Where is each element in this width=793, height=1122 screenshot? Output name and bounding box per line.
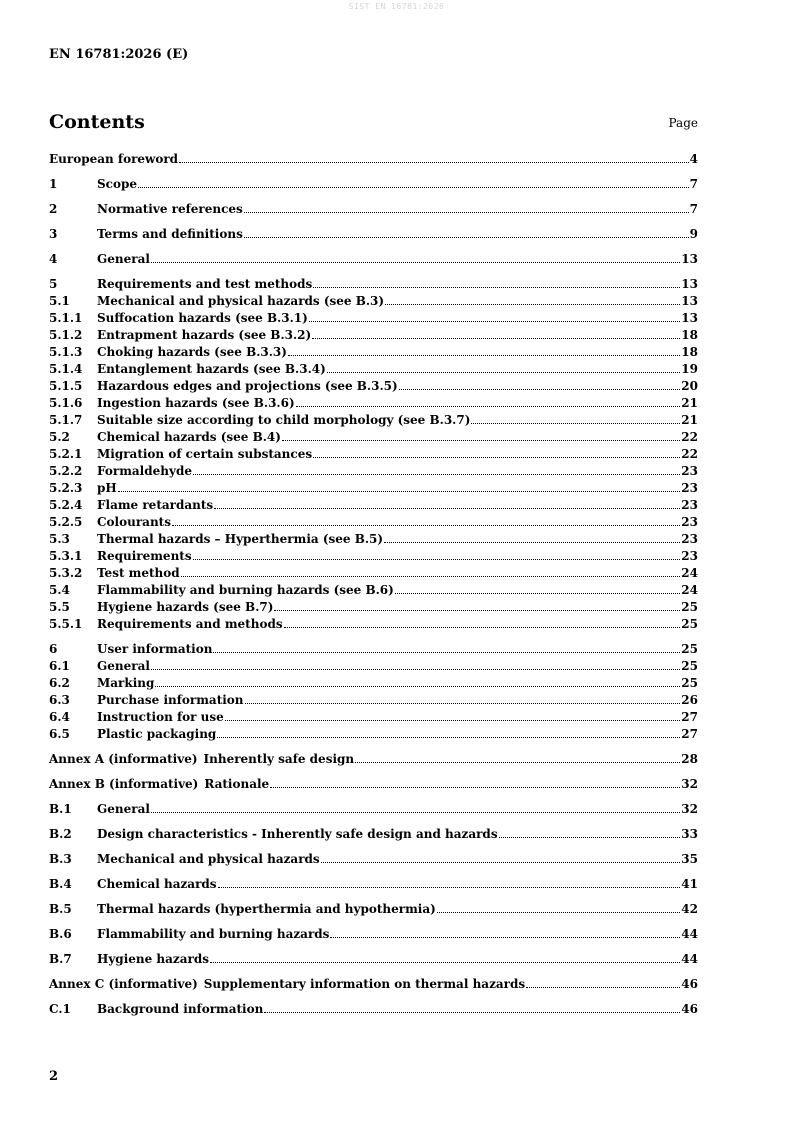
toc-entry-title: Requirements and methods <box>97 617 283 631</box>
toc-entry-number: 3 <box>49 227 58 241</box>
toc-dot-leader <box>244 237 689 238</box>
toc-entry-number: 5.2.1 <box>49 447 83 461</box>
toc-entry-title: Thermal hazards (hyperthermia and hypothermia) <box>97 902 436 916</box>
toc-entry[interactable] <box>49 642 698 659</box>
toc-entry-number: 6.4 <box>49 710 70 724</box>
toc-entry[interactable] <box>49 952 698 969</box>
toc-page-number: 46 <box>681 977 698 991</box>
toc-dot-leader <box>172 525 680 526</box>
toc-page-number: 25 <box>681 600 698 614</box>
toc-page-number: 13 <box>681 252 698 266</box>
watermark: SIST EN 16781:2026 <box>348 2 445 11</box>
page-column-label: Page <box>668 116 698 130</box>
toc-page-number: 4 <box>689 152 698 166</box>
toc-dot-leader <box>313 457 680 458</box>
toc-page-number: 22 <box>681 447 698 461</box>
contents-title: Contents <box>49 111 145 133</box>
toc-page-number: 25 <box>681 659 698 673</box>
toc-dot-leader <box>499 837 681 838</box>
toc-entry-title: Chemical hazards <box>97 877 217 891</box>
toc-entry-number: 5.4 <box>49 583 70 597</box>
toc-dot-leader <box>385 304 680 305</box>
toc-page-number: 44 <box>681 952 698 966</box>
toc-entry-number: 1 <box>49 177 58 191</box>
toc-entry-number: 5.1 <box>49 294 70 308</box>
toc-page-number: 7 <box>689 202 698 216</box>
toc-entry[interactable] <box>49 430 698 447</box>
toc-entry-number: 5.2.5 <box>49 515 83 529</box>
toc-page-number: 21 <box>681 396 698 410</box>
toc-entry-title: Instruction for use <box>97 710 224 724</box>
toc-dot-leader <box>313 287 680 288</box>
toc-entry-title: Mechanical and physical hazards (see B.3) <box>97 294 385 308</box>
toc-annex-label: Annex A (informative) <box>49 752 198 766</box>
toc-dot-leader <box>151 262 680 263</box>
toc-entry-number: 5.5.1 <box>49 617 83 631</box>
toc-page-number: 32 <box>681 802 698 816</box>
toc-entry[interactable] <box>49 710 698 727</box>
toc-page-number: 42 <box>681 902 698 916</box>
toc-page-number: 23 <box>681 515 698 529</box>
toc-entry-number: B.6 <box>49 927 72 941</box>
toc-dot-leader <box>384 542 680 543</box>
toc-entry-title: European foreword <box>49 152 179 166</box>
toc-dot-leader <box>217 737 680 738</box>
toc-entry[interactable] <box>49 328 698 345</box>
toc-entry-title: Hygiene hazards <box>97 952 209 966</box>
toc-page-number: 24 <box>681 566 698 580</box>
toc-entry-title: Suitable size according to child morphology (see B.3.7) <box>97 413 471 427</box>
toc-entry-number: 6.1 <box>49 659 70 673</box>
toc-entry-number: 6.2 <box>49 676 70 690</box>
toc-entry-title: Inherently safe design <box>203 752 355 766</box>
toc-entry-title: User information <box>97 642 213 656</box>
toc-dot-leader <box>309 321 680 322</box>
toc-page-number: 28 <box>681 752 698 766</box>
toc-page-number: 9 <box>689 227 698 241</box>
toc-entry[interactable] <box>49 1002 698 1019</box>
toc-page-number: 41 <box>681 877 698 891</box>
toc-entry-title: Plastic packaging <box>97 727 217 741</box>
toc-entry[interactable] <box>49 752 698 769</box>
toc-dot-leader <box>213 652 680 653</box>
toc-entry-title: Mechanical and physical hazards <box>97 852 320 866</box>
toc-entry-number: 5.2 <box>49 430 70 444</box>
toc-dot-leader <box>151 669 680 670</box>
toc-page-number: 25 <box>681 617 698 631</box>
toc-page-number: 23 <box>681 532 698 546</box>
toc-entry-title: Flammability and burning hazards (see B.6) <box>97 583 394 597</box>
toc-entry-number: 4 <box>49 252 58 266</box>
toc-page-number: 44 <box>681 927 698 941</box>
toc-entry-number: 5.3 <box>49 532 70 546</box>
toc-entry[interactable] <box>49 566 698 583</box>
toc-dot-leader <box>312 338 680 339</box>
toc-entry-title: Test method <box>97 566 180 580</box>
table-of-contents <box>49 152 698 1019</box>
toc-entry-number: 5.1.1 <box>49 311 83 325</box>
toc-entry[interactable] <box>49 600 698 617</box>
toc-page-number: 25 <box>681 642 698 656</box>
toc-entry-title: Entanglement hazards (see B.3.4) <box>97 362 326 376</box>
toc-dot-leader <box>193 474 680 475</box>
toc-dot-leader <box>218 887 681 888</box>
toc-dot-leader <box>321 862 681 863</box>
toc-entry-number: 6.5 <box>49 727 70 741</box>
toc-entry[interactable] <box>49 827 698 844</box>
toc-dot-leader <box>395 593 680 594</box>
toc-entry-title: General <box>97 659 150 673</box>
toc-entry-title: Thermal hazards – Hyperthermia (see B.5) <box>97 532 384 546</box>
toc-dot-leader <box>138 187 689 188</box>
toc-entry-title: Requirements and test methods <box>97 277 313 291</box>
toc-page-number: 18 <box>681 345 698 359</box>
toc-page-number: 27 <box>681 727 698 741</box>
toc-entry-title: General <box>97 252 150 266</box>
toc-entry-title: Hazardous edges and projections (see B.3.5) <box>97 379 398 393</box>
toc-page-number: 21 <box>681 413 698 427</box>
toc-entry[interactable] <box>49 727 698 744</box>
toc-entry[interactable] <box>49 294 698 311</box>
toc-entry[interactable] <box>49 532 698 549</box>
toc-page-number: 23 <box>681 549 698 563</box>
toc-dot-leader <box>264 1012 680 1013</box>
toc-page-number: 23 <box>681 481 698 495</box>
toc-entry[interactable] <box>49 311 698 328</box>
toc-entry[interactable] <box>49 464 698 481</box>
toc-entry[interactable] <box>49 152 698 169</box>
toc-dot-leader <box>193 559 681 560</box>
toc-page-number: 20 <box>681 379 698 393</box>
toc-entry-number: 5.1.7 <box>49 413 83 427</box>
toc-entry-title: Requirements <box>97 549 192 563</box>
toc-entry[interactable] <box>49 447 698 464</box>
toc-entry[interactable] <box>49 252 698 269</box>
toc-entry[interactable] <box>49 227 698 244</box>
toc-page-number: 24 <box>681 583 698 597</box>
toc-entry-title: Purchase information <box>97 693 244 707</box>
toc-entry[interactable] <box>49 777 698 794</box>
toc-dot-leader <box>284 627 681 628</box>
toc-dot-leader <box>151 812 680 813</box>
toc-entry[interactable] <box>49 902 698 919</box>
toc-entry[interactable] <box>49 413 698 430</box>
page-number: 2 <box>49 1069 59 1084</box>
toc-entry[interactable] <box>49 802 698 819</box>
toc-entry-title: Flammability and burning hazards <box>97 927 330 941</box>
toc-dot-leader <box>471 423 680 424</box>
toc-entry-number: 5.1.2 <box>49 328 83 342</box>
toc-page-number: 35 <box>681 852 698 866</box>
toc-entry-number: 5.1.5 <box>49 379 83 393</box>
toc-dot-leader <box>327 372 681 373</box>
toc-entry-number: 5.2.4 <box>49 498 83 512</box>
toc-entry-number: 5.1.4 <box>49 362 83 376</box>
toc-page-number: 25 <box>681 676 698 690</box>
toc-entry[interactable] <box>49 396 698 413</box>
toc-annex-label: Annex B (informative) <box>49 777 199 791</box>
toc-page-number: 18 <box>681 328 698 342</box>
toc-entry[interactable] <box>49 877 698 894</box>
toc-entry[interactable] <box>49 481 698 498</box>
toc-entry-number: B.1 <box>49 802 72 816</box>
toc-entry-number: 5.1.3 <box>49 345 83 359</box>
toc-dot-leader <box>330 937 680 938</box>
toc-entry-title: Design characteristics - Inherently safe design and hazards <box>97 827 498 841</box>
toc-page-number: 23 <box>681 498 698 512</box>
toc-entry-number: 5 <box>49 277 58 291</box>
toc-entry[interactable] <box>49 583 698 600</box>
toc-page-number: 7 <box>689 177 698 191</box>
toc-entry-number: B.5 <box>49 902 72 916</box>
toc-entry[interactable] <box>49 498 698 515</box>
toc-dot-leader <box>118 491 681 492</box>
toc-dot-leader <box>270 787 680 788</box>
toc-entry-title: Normative references <box>97 202 243 216</box>
toc-entry-number: 5.1.6 <box>49 396 83 410</box>
toc-entry[interactable] <box>49 549 698 566</box>
toc-entry-title: pH <box>97 481 117 495</box>
toc-entry[interactable] <box>49 515 698 532</box>
toc-page-number: 46 <box>681 1002 698 1016</box>
toc-page-number: 26 <box>681 693 698 707</box>
toc-dot-leader <box>244 212 689 213</box>
document-id: EN 16781:2026 (E) <box>49 47 189 62</box>
toc-entry-title: Rationale <box>204 777 270 791</box>
toc-entry-title: Supplementary information on thermal hazards <box>203 977 526 991</box>
toc-entry-number: 5.3.1 <box>49 549 83 563</box>
toc-page-number: 19 <box>681 362 698 376</box>
toc-dot-leader <box>181 576 681 577</box>
toc-entry-title: Hygiene hazards (see B.7) <box>97 600 274 614</box>
toc-page-number: 22 <box>681 430 698 444</box>
toc-entry-title: Entrapment hazards (see B.3.2) <box>97 328 312 342</box>
toc-entry-number: B.2 <box>49 827 72 841</box>
toc-entry-title: Scope <box>97 177 138 191</box>
toc-entry-number: 5.5 <box>49 600 70 614</box>
toc-entry-number: B.7 <box>49 952 72 966</box>
toc-entry-number: 5.2.3 <box>49 481 83 495</box>
toc-entry-title: Terms and definitions <box>97 227 243 241</box>
toc-entry-title: Background information <box>97 1002 264 1016</box>
toc-page-number: 27 <box>681 710 698 724</box>
toc-entry-number: B.3 <box>49 852 72 866</box>
toc-entry[interactable] <box>49 617 698 634</box>
toc-entry-title: Marking <box>97 676 155 690</box>
toc-entry[interactable] <box>49 202 698 219</box>
toc-dot-leader <box>179 162 689 163</box>
toc-entry-title: Flame retardants <box>97 498 214 512</box>
toc-dot-leader <box>210 962 680 963</box>
toc-entry-title: Chemical hazards (see B.4) <box>97 430 281 444</box>
toc-entry-number: C.1 <box>49 1002 71 1016</box>
toc-entry-number: B.4 <box>49 877 72 891</box>
toc-dot-leader <box>155 686 680 687</box>
toc-entry-number: 6 <box>49 642 58 656</box>
toc-dot-leader <box>399 389 681 390</box>
toc-entry-number: 6.3 <box>49 693 70 707</box>
toc-entry[interactable] <box>49 177 698 194</box>
toc-entry[interactable] <box>49 927 698 944</box>
toc-entry[interactable] <box>49 693 698 710</box>
toc-entry-number: 5.3.2 <box>49 566 83 580</box>
toc-entry[interactable] <box>49 345 698 362</box>
toc-entry[interactable] <box>49 659 698 676</box>
toc-dot-leader <box>245 703 681 704</box>
toc-dot-leader <box>282 440 680 441</box>
toc-dot-leader <box>355 762 680 763</box>
toc-entry[interactable] <box>49 379 698 396</box>
toc-entry-title: Choking hazards (see B.3.3) <box>97 345 287 359</box>
toc-entry[interactable] <box>49 852 698 869</box>
toc-entry-number: 2 <box>49 202 58 216</box>
toc-dot-leader <box>214 508 680 509</box>
toc-dot-leader <box>526 987 680 988</box>
toc-entry[interactable] <box>49 977 698 994</box>
toc-entry-title: Migration of certain substances <box>97 447 313 461</box>
toc-dot-leader <box>274 610 680 611</box>
toc-page-number: 13 <box>681 294 698 308</box>
toc-dot-leader <box>288 355 680 356</box>
toc-entry-title: Formaldehyde <box>97 464 192 478</box>
toc-entry-title: Suffocation hazards (see B.3.1) <box>97 311 308 325</box>
toc-page-number: 33 <box>681 827 698 841</box>
toc-entry[interactable] <box>49 676 698 693</box>
toc-annex-label: Annex C (informative) <box>49 977 198 991</box>
toc-entry-title: Colourants <box>97 515 171 529</box>
toc-page-number: 32 <box>681 777 698 791</box>
toc-dot-leader <box>296 406 681 407</box>
toc-page-number: 13 <box>681 277 698 291</box>
toc-entry-title: General <box>97 802 150 816</box>
toc-page-number: 23 <box>681 464 698 478</box>
toc-entry-title: Ingestion hazards (see B.3.6) <box>97 396 295 410</box>
toc-page-number: 13 <box>681 311 698 325</box>
toc-dot-leader <box>225 720 681 721</box>
toc-entry-number: 5.2.2 <box>49 464 83 478</box>
toc-dot-leader <box>437 912 680 913</box>
toc-entry[interactable] <box>49 362 698 379</box>
toc-entry[interactable] <box>49 277 698 294</box>
